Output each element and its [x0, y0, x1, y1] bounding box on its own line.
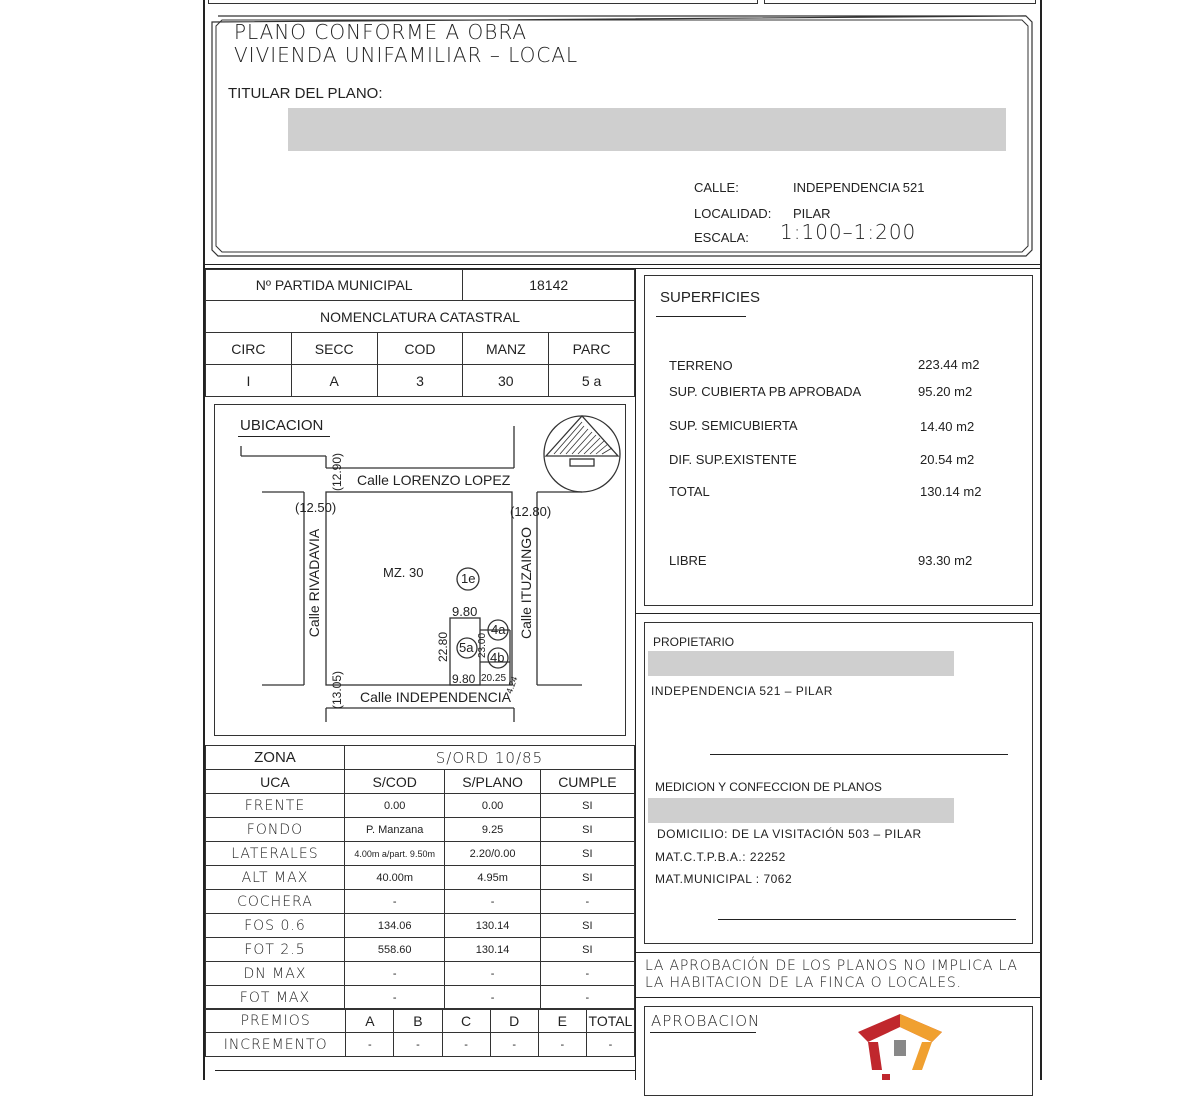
frame-right: [1040, 0, 1042, 1080]
premio-a: A: [346, 1009, 394, 1033]
row-cumple: -: [540, 962, 634, 986]
row-label: ALT MAX: [206, 866, 345, 890]
zona-value: S/ORD 10/85: [344, 746, 634, 770]
signature-line-owner: [710, 754, 1008, 755]
row-cumple: SI: [540, 938, 634, 962]
row-splano: 9.25: [445, 818, 540, 842]
val-circ: I: [206, 365, 292, 397]
row-label: FOT 2.5: [206, 938, 345, 962]
row-cumple: SI: [540, 914, 634, 938]
sup-value-semicubierta: 14.40 m2: [920, 419, 975, 434]
sup-label-semicubierta: SUP. SEMICUBIERTA: [669, 418, 798, 433]
localidad-value: PILAR: [793, 206, 831, 221]
row-splano: 2.20/0.00: [445, 842, 540, 866]
row-splano: 130.14: [445, 914, 540, 938]
dim-424: 4.24: [504, 675, 520, 695]
row-label: FOS 0.6: [206, 914, 345, 938]
plan-title-line2: VIVIENDA UNIFAMILIAR – LOCAL: [234, 43, 579, 67]
val-manz: 30: [463, 365, 549, 397]
sup-label-terreno: TERRENO: [669, 358, 733, 373]
row-splano: -: [445, 962, 540, 986]
table-row: [206, 962, 635, 986]
row-label: DN MAX: [206, 962, 345, 986]
row-label: FONDO: [206, 818, 345, 842]
row-cumple: SI: [540, 842, 634, 866]
val-parc: 5 a: [549, 365, 635, 397]
premio-c: C: [442, 1009, 490, 1033]
col-circ: CIRC: [206, 333, 292, 365]
row-scod: P. Manzana: [344, 818, 445, 842]
municipal-logo-icon: [852, 1012, 947, 1080]
calle-label: CALLE:: [694, 180, 739, 195]
premio-e: E: [538, 1009, 586, 1033]
premios-label: PREMIOS: [206, 1009, 346, 1033]
street-right: Calle ITUZAINGO: [518, 527, 534, 640]
escala-label: ESCALA:: [694, 230, 749, 245]
sup-value-total: 130.14 m2: [920, 484, 982, 499]
zona-table: [205, 745, 635, 1010]
top-strip-box: [208, 0, 758, 4]
dim-right: (12.80): [510, 504, 552, 519]
row-cumple: SI: [540, 818, 634, 842]
propietario-label: PROPIETARIO: [653, 635, 735, 649]
sup-label-existente: DIF. SUP.EXISTENTE: [669, 452, 797, 467]
titular-label: TITULAR DEL PLANO:: [228, 85, 383, 102]
propietario-address: INDEPENDENCIA 521 – PILAR: [651, 684, 833, 698]
row-label: FRENTE: [206, 794, 345, 818]
premio-b: B: [394, 1009, 442, 1033]
hdr-cumple: CUMPLE: [540, 770, 634, 794]
plan-title-line1: PLANO CONFORME A OBRA: [234, 20, 528, 44]
row-scod: -: [344, 962, 445, 986]
row-scod: 134.06: [344, 914, 445, 938]
incremento-label: INCREMENTO: [206, 1033, 346, 1057]
row-scod: 0.00: [344, 794, 445, 818]
street-bottom: Calle INDEPENDENCIA: [360, 689, 511, 705]
row-splano: -: [445, 986, 540, 1010]
premio-d: D: [490, 1009, 538, 1033]
divider: [203, 264, 1042, 265]
sup-label-cubierta: SUP. CUBIERTA PB APROBADA: [669, 384, 862, 399]
ubicacion-title: UBICACION: [240, 417, 324, 434]
lot-width-top: 9.80: [452, 604, 478, 619]
superficies-title: SUPERFICIES: [660, 289, 761, 306]
calle-value: INDEPENDENCIA 521: [793, 180, 925, 195]
block-label: MZ. 30: [383, 565, 424, 580]
profesional-redacted: [648, 798, 954, 823]
lot-depth: 22.80: [436, 631, 451, 663]
lot-label-5a: 5a: [459, 640, 474, 655]
table-row: [206, 914, 635, 938]
sup-value-terreno: 223.44 m2: [918, 357, 980, 372]
table-row: [206, 794, 635, 818]
mat-ctpba: MAT.C.T.P.B.A.: 22252: [655, 850, 786, 864]
row-splano: 130.14: [445, 938, 540, 962]
row-scod: -: [344, 890, 445, 914]
incremento-total: -: [586, 1033, 634, 1057]
signature-line-professional: [718, 919, 1016, 920]
divider: [635, 952, 1042, 953]
val-secc: A: [291, 365, 377, 397]
row-scod: 558.60: [344, 938, 445, 962]
divider: [215, 1070, 635, 1071]
dim-2025: 20.25: [481, 673, 507, 684]
lot-label-4b: 4b: [490, 650, 505, 665]
street-top: Calle LORENZO LOPEZ: [357, 472, 511, 488]
mat-municipal: MAT.MUNICIPAL : 7062: [655, 872, 793, 886]
col-parc: PARC: [549, 333, 635, 365]
sup-label-libre: LIBRE: [669, 553, 707, 568]
table-row: [206, 866, 635, 890]
aprobacion-label: APROBACION: [651, 1012, 761, 1030]
nota-line1: LA APROBACIÓN DE LOS PLANOS NO IMPLICA LA: [645, 958, 1018, 974]
top-strip-box: [764, 0, 1036, 4]
row-splano: -: [445, 890, 540, 914]
row-label: FOT MAX: [206, 986, 345, 1010]
hdr-scod: S/COD: [344, 770, 445, 794]
hdr-uca: UCA: [206, 770, 345, 794]
lot-side: 23.00: [477, 632, 489, 659]
row-scod: -: [344, 986, 445, 1010]
incremento-d: -: [490, 1033, 538, 1057]
row-cumple: SI: [540, 866, 634, 890]
incremento-a: -: [346, 1033, 394, 1057]
row-scod: 4.00m a/part. 9.50m: [344, 842, 445, 866]
superficies-underline: [656, 316, 746, 317]
col-cod: COD: [377, 333, 463, 365]
premio-total: TOTAL: [586, 1009, 634, 1033]
incremento-c: -: [442, 1033, 490, 1057]
lot-label-1e: 1e: [461, 571, 476, 586]
sup-value-libre: 93.30 m2: [918, 553, 973, 568]
divider: [635, 268, 636, 1080]
nota-line2: LA HABITACION DE LA FINCA O LOCALES.: [645, 975, 962, 991]
row-label: COCHERA: [206, 890, 345, 914]
dim-top: (12.90): [330, 452, 345, 492]
table-row: [206, 818, 635, 842]
nomenclatura-header: NOMENCLATURA CATASTRAL: [206, 301, 635, 333]
street-left: Calle RIVADAVIA: [306, 528, 322, 638]
row-label: LATERALES: [206, 842, 345, 866]
propietario-redacted: [648, 651, 954, 676]
catastro-table: [205, 269, 635, 397]
table-row: [206, 986, 635, 1010]
escala-value: 1:100–1:200: [780, 220, 917, 244]
dim-left: (12.50): [295, 500, 337, 515]
row-cumple: -: [540, 986, 634, 1010]
lot-width-bottom: 9.80: [452, 672, 476, 686]
partida-label: Nº PARTIDA MUNICIPAL: [206, 270, 463, 301]
table-row: [206, 890, 635, 914]
table-row: [206, 842, 635, 866]
table-row: [206, 938, 635, 962]
hdr-splano: S/PLANO: [445, 770, 540, 794]
premios-table: [205, 1008, 635, 1057]
sup-label-total: TOTAL: [669, 484, 710, 499]
row-scod: 40.00m: [344, 866, 445, 890]
dim-bottom: (13.05): [330, 670, 345, 710]
localidad-label: LOCALIDAD:: [694, 206, 772, 221]
sup-value-cubierta: 95.20 m2: [918, 384, 973, 399]
divider: [635, 613, 1042, 614]
lot-label-4a: 4a: [491, 622, 506, 637]
row-splano: 4.95m: [445, 866, 540, 890]
sup-value-existente: 20.54 m2: [920, 452, 975, 467]
aprobacion-underline: [650, 1032, 756, 1033]
titular-redacted: [288, 108, 1006, 151]
incremento-e: -: [538, 1033, 586, 1057]
row-splano: 0.00: [445, 794, 540, 818]
val-cod: 3: [377, 365, 463, 397]
row-cumple: SI: [540, 794, 634, 818]
zona-label: ZONA: [206, 746, 345, 770]
partida-value: 18142: [463, 270, 635, 301]
row-cumple: -: [540, 890, 634, 914]
col-manz: MANZ: [463, 333, 549, 365]
incremento-b: -: [394, 1033, 442, 1057]
medicion-label: MEDICION Y CONFECCION DE PLANOS: [655, 780, 882, 794]
divider: [635, 997, 1042, 998]
domicilio: DOMICILIO: DE LA VISITACIÓN 503 – PILAR: [657, 827, 922, 841]
col-secc: SECC: [291, 333, 377, 365]
